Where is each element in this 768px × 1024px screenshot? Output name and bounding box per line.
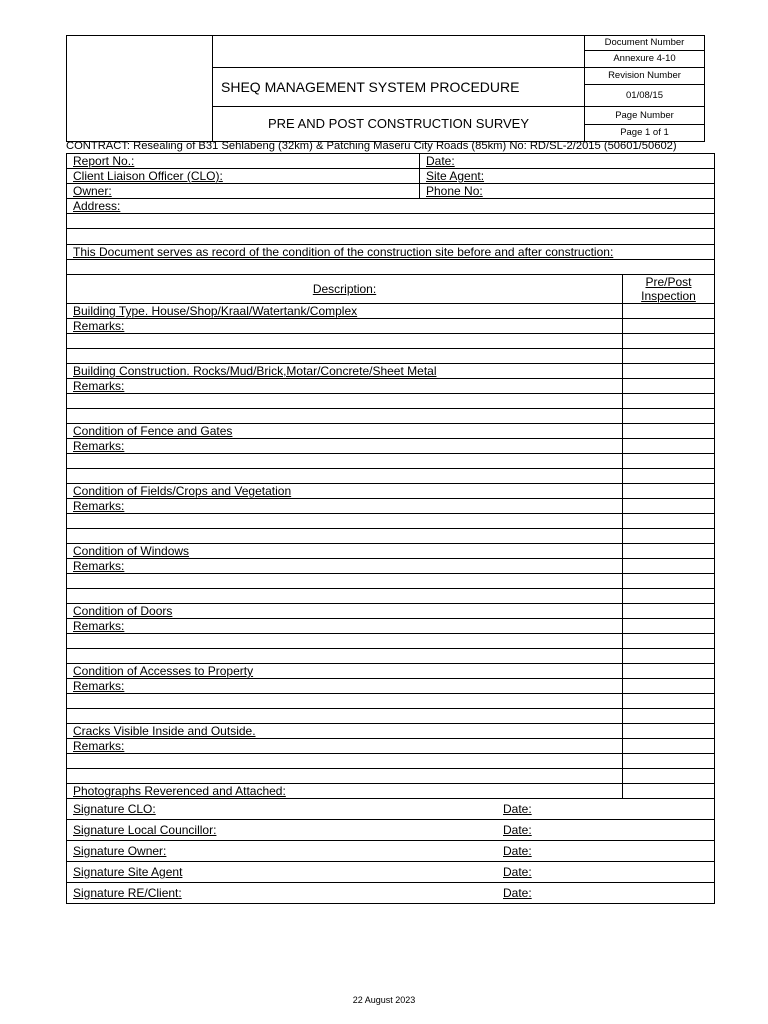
remarks-row[interactable] (67, 619, 623, 634)
description-header (67, 275, 623, 304)
inspection-cell[interactable] (623, 454, 715, 469)
remarks-line[interactable] (67, 589, 623, 604)
item-label: Condition of Fields/Crops and Vegetation (73, 484, 292, 498)
spacer-row (67, 260, 715, 275)
clo-label: Client Liaison Officer (CLO): (73, 169, 223, 183)
page-number: Page 1 of 1 (585, 125, 705, 142)
remarks-label: Remarks: (73, 499, 125, 513)
signature-label: Signature Local Councillor: (73, 823, 217, 837)
remarks-row[interactable] (67, 739, 623, 754)
signature-date-label: Date: (503, 802, 532, 816)
item-label: Condition of Windows (73, 544, 190, 558)
logo-area (67, 36, 213, 142)
clo-field[interactable] (67, 169, 420, 184)
site-agent-label: Site Agent: (426, 169, 485, 183)
inspection-cell[interactable] (623, 559, 715, 574)
item-label: Condition of Doors (73, 604, 173, 618)
inspection-cell[interactable] (623, 619, 715, 634)
inspection-cell[interactable] (623, 754, 715, 769)
remarks-label: Remarks: (73, 679, 125, 693)
statement-text: This Document serves as record of the condition of the construction site before and after construction: (73, 245, 614, 259)
remarks-line[interactable] (67, 694, 623, 709)
inspection-cell[interactable] (623, 394, 715, 409)
inspection-cell[interactable] (623, 649, 715, 664)
description-header-label: Description: (312, 282, 377, 296)
page-number-label: Page Number (585, 107, 705, 125)
inspection-cell[interactable] (623, 319, 715, 334)
signature-row[interactable] (67, 799, 715, 820)
item-label: Condition of Accesses to Property (73, 664, 254, 678)
remarks-row[interactable] (67, 439, 623, 454)
inspection-cell[interactable] (623, 469, 715, 484)
signature-date-label: Date: (503, 844, 532, 858)
item-row (67, 424, 623, 439)
remarks-line[interactable] (67, 394, 623, 409)
address-label: Address: (73, 199, 121, 213)
item-row (67, 484, 623, 499)
survey-form-table (66, 153, 715, 904)
remarks-line[interactable] (67, 649, 623, 664)
inspection-cell[interactable] (623, 514, 715, 529)
signature-label: Signature RE/Client: (73, 886, 182, 900)
remarks-label: Remarks: (73, 439, 125, 453)
inspection-cell[interactable] (623, 409, 715, 424)
remarks-line[interactable] (67, 334, 623, 349)
remarks-line[interactable] (67, 574, 623, 589)
system-title: SHEQ MANAGEMENT SYSTEM PROCEDURE (213, 68, 585, 107)
signature-label: Signature Owner: (73, 844, 167, 858)
statement-row (67, 245, 715, 260)
inspection-cell[interactable] (623, 334, 715, 349)
signature-date-label: Date: (503, 865, 532, 879)
remarks-row[interactable] (67, 499, 623, 514)
signature-date-label: Date: (503, 886, 532, 900)
remarks-row[interactable] (67, 679, 623, 694)
item-row (67, 364, 623, 379)
address-line[interactable] (67, 229, 715, 245)
inspection-cell[interactable] (623, 769, 715, 784)
signature-row[interactable] (67, 841, 715, 862)
remarks-row[interactable] (67, 379, 623, 394)
remarks-label: Remarks: (73, 739, 125, 753)
phone-field[interactable] (420, 184, 715, 199)
inspection-cell[interactable] (623, 574, 715, 589)
item-label: Building Construction. Rocks/Mud/Brick,Motar/Concrete/Sheet Metal (73, 364, 437, 378)
owner-field[interactable] (67, 184, 420, 199)
remarks-line[interactable] (67, 514, 623, 529)
owner-label: Owner: (73, 184, 112, 198)
inspection-cell[interactable] (623, 424, 715, 439)
inspection-cell[interactable] (623, 439, 715, 454)
inspection-cell[interactable] (623, 739, 715, 754)
revision-number-label: Revision Number (585, 68, 705, 85)
signature-row[interactable] (67, 883, 715, 904)
inspection-cell[interactable] (623, 634, 715, 649)
remarks-line[interactable] (67, 529, 623, 544)
inspection-cell[interactable] (623, 724, 715, 739)
inspection-header-line-2: Inspection (641, 289, 696, 303)
item-label: Cracks Visible Inside and Outside. (73, 724, 256, 738)
address-field[interactable] (67, 199, 715, 214)
inspection-header-line-1: Pre/Post (645, 275, 692, 289)
remarks-line[interactable] (67, 709, 623, 724)
signature-date-label: Date: (503, 823, 532, 837)
document-header (66, 35, 705, 142)
remarks-line[interactable] (67, 454, 623, 469)
signature-row[interactable] (67, 820, 715, 841)
remarks-label: Remarks: (73, 379, 125, 393)
item-label: Building Type. House/Shop/Kraal/Watertank/Complex (73, 304, 358, 318)
inspection-cell[interactable] (623, 664, 715, 679)
item-row (67, 724, 623, 739)
inspection-cell[interactable] (623, 784, 715, 799)
remarks-line[interactable] (67, 469, 623, 484)
document-number-label: Document Number (585, 36, 705, 51)
report-no-field[interactable] (67, 154, 420, 169)
remarks-line[interactable] (67, 409, 623, 424)
header-blank-cell (213, 36, 585, 68)
inspection-cell[interactable] (623, 349, 715, 364)
address-line[interactable] (67, 214, 715, 229)
inspection-cell[interactable] (623, 604, 715, 619)
footer-date: 22 August 2023 (352, 995, 416, 1005)
remarks-line[interactable] (67, 754, 623, 769)
item-row (67, 604, 623, 619)
site-agent-field[interactable] (420, 169, 715, 184)
remarks-line[interactable] (67, 769, 623, 784)
date-field[interactable] (420, 154, 715, 169)
remarks-row[interactable] (67, 559, 623, 574)
item-row (67, 304, 623, 319)
inspection-cell[interactable] (623, 529, 715, 544)
inspection-cell[interactable] (623, 364, 715, 379)
inspection-cell[interactable] (623, 709, 715, 724)
phone-label: Phone No: (426, 184, 483, 198)
remarks-label: Remarks: (73, 319, 125, 333)
inspection-header (623, 275, 715, 304)
item-label: Condition of Fence and Gates (73, 424, 233, 438)
remarks-line[interactable] (67, 634, 623, 649)
revision-number: 01/08/15 (585, 85, 705, 107)
inspection-cell[interactable] (623, 499, 715, 514)
inspection-cell[interactable] (623, 544, 715, 559)
signature-row[interactable] (67, 862, 715, 883)
signature-label: Signature CLO: (73, 802, 156, 816)
photographs-row (67, 784, 623, 799)
inspection-cell[interactable] (623, 484, 715, 499)
remarks-line[interactable] (67, 349, 623, 364)
document-number: Annexure 4-10 (585, 51, 705, 68)
inspection-cell[interactable] (623, 589, 715, 604)
contract-line: CONTRACT: Resealing of B31 Sehlabeng (32km) & Patching Maseru City Roads (85km) No: RD/SL-2/2015 (50601/50602) (66, 140, 677, 152)
inspection-cell[interactable] (623, 379, 715, 394)
remarks-row[interactable] (67, 319, 623, 334)
document-title: PRE AND POST CONSTRUCTION SURVEY (213, 107, 585, 142)
report-no-label: Report No.: (73, 154, 135, 168)
item-label: Photographs Reverenced and Attached: (73, 784, 286, 798)
signature-label: Signature Site Agent (73, 865, 183, 879)
item-row (67, 664, 623, 679)
remarks-label: Remarks: (73, 619, 125, 633)
inspection-cell[interactable] (623, 679, 715, 694)
item-row (67, 544, 623, 559)
remarks-label: Remarks: (73, 559, 125, 573)
date-label: Date: (426, 154, 455, 168)
inspection-cell[interactable] (623, 304, 715, 319)
inspection-cell[interactable] (623, 694, 715, 709)
